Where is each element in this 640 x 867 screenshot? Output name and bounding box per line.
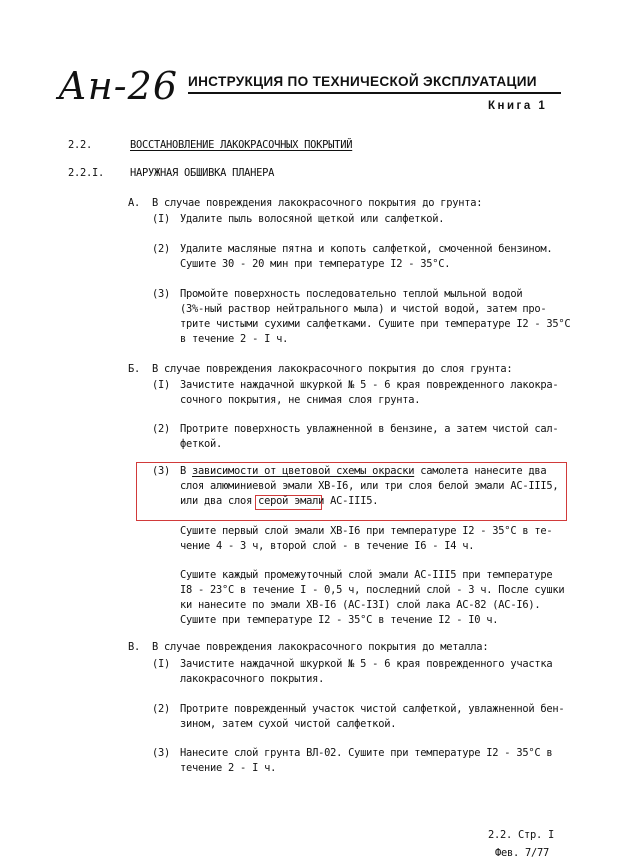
item-text: Нанесите слой грунта ВЛ-02. Сушите при температуре I2 - 35°C в	[180, 747, 553, 759]
subsection-number: 2.2.I.	[68, 167, 105, 179]
item-text: лакокрасочного покрытия.	[180, 673, 325, 685]
item-text: в течение 2 - I ч.	[180, 333, 289, 345]
section-number: 2.2.	[68, 139, 93, 151]
aircraft-logo: Ан-26	[58, 64, 179, 108]
paragraph-text: ки нанесите по эмали ХВ-I6 (АС-I3I) слой лака АС-82 (АС-I6).	[180, 599, 541, 611]
item-text: зином, затем сухой чистой салфеткой.	[180, 718, 397, 730]
section-title: ВОССТАНОВЛЕНИЕ ЛАКОКРАСОЧНЫХ ПОКРЫТИЙ	[130, 139, 353, 151]
item-number: (3)	[152, 465, 171, 477]
item-text: трите чистыми сухими салфетками. Сушите при температуре I2 - 35°C	[180, 318, 571, 330]
item-text	[180, 464, 546, 479]
item-number: (3)	[152, 288, 171, 300]
block-b-text: В случае повреждения лакокрасочного покрытия до слоя грунта:	[152, 363, 513, 375]
revision-date: Фев. 7/77	[495, 847, 550, 859]
boxed-phrase: серой эмали	[258, 495, 325, 507]
item-number: (2)	[152, 703, 171, 715]
paragraph-text: Сушите при температуре I2 - 35°C в течение I2 - I0 ч.	[180, 614, 499, 626]
item-text: Зачистите наждачной шкуркой № 5 - 6 края поврежденного лакокра-	[180, 379, 559, 391]
block-a-text: В случае повреждения лакокрасочного покрытия до грунта:	[152, 197, 483, 209]
paragraph-text: чение 4 - 3 ч, второй слой - в течение I6 - I4 ч.	[180, 540, 475, 552]
item-text: Удалите пыль волосяной щеткой или салфеткой.	[180, 213, 445, 225]
item-number: (2)	[152, 423, 171, 435]
item-text: сочного покрытия, не снимая слоя грунта.	[180, 394, 421, 406]
block-c-text: В случае повреждения лакокрасочного покрытия до металла:	[152, 641, 489, 653]
item-text: Зачистите наждачной шкуркой № 5 - 6 края поврежденного участка	[180, 658, 553, 670]
text-run: или два слоя	[180, 495, 259, 507]
item-number: (2)	[152, 243, 171, 255]
item-text: (3%-ный раствор нейтрального мыла) и чистой водой, затем про-	[180, 303, 547, 315]
item-number: (3)	[152, 747, 171, 759]
item-text	[180, 494, 378, 509]
block-b-letter: Б.	[128, 363, 141, 375]
manual-title: ИНСТРУКЦИЯ ПО ТЕХНИЧЕСКОЙ ЭКСПЛУАТАЦИИ	[188, 74, 537, 89]
text-run: самолета нанесите два	[414, 465, 547, 477]
item-text: Удалите масляные пятна и копоть салфеткой, смоченной бензином.	[180, 243, 553, 255]
underlined-phrase: зависимости от цветовой схемы окраски	[192, 465, 415, 477]
item-text: феткой.	[180, 438, 223, 450]
header-rule	[188, 92, 561, 94]
paragraph-text: Сушите каждый промежуточный слой эмали АС-III5 при температуре	[180, 569, 553, 581]
item-text: Протрите поверхность увлажненной в бензине, а затем чистой сал-	[180, 423, 559, 435]
item-number: (I)	[152, 213, 171, 225]
text-run: В	[180, 465, 193, 477]
text-run: АС-III5.	[324, 495, 379, 507]
item-text: Протрите поврежденный участок чистой салфеткой, увлажненной бен-	[180, 703, 565, 715]
item-text: слоя алюминиевой эмали ХВ-I6, или три слоя белой эмали АС-III5,	[180, 480, 559, 492]
page-number: 2.2. Стр. I	[488, 829, 555, 841]
book-number: Книга 1	[488, 100, 548, 112]
item-number: (I)	[152, 658, 171, 670]
block-a-letter: А.	[128, 197, 141, 209]
paragraph-text: Сушите первый слой эмали ХВ-I6 при температуре I2 - 35°C в те-	[180, 525, 553, 537]
block-c-letter: В.	[128, 641, 141, 653]
subsection-title: НАРУЖНАЯ ОБШИВКА ПЛАНЕРА	[130, 167, 275, 179]
item-number: (I)	[152, 379, 171, 391]
item-text: Промойте поверхность последовательно теплой мыльной водой	[180, 288, 523, 300]
item-text: Сушите 30 - 20 мин при температуре I2 - 35°C.	[180, 258, 451, 270]
paragraph-text: I8 - 23°C в течение I - 0,5 ч, последний слой - 3 ч. После сушки	[180, 584, 565, 596]
item-text: течение 2 - I ч.	[180, 762, 277, 774]
